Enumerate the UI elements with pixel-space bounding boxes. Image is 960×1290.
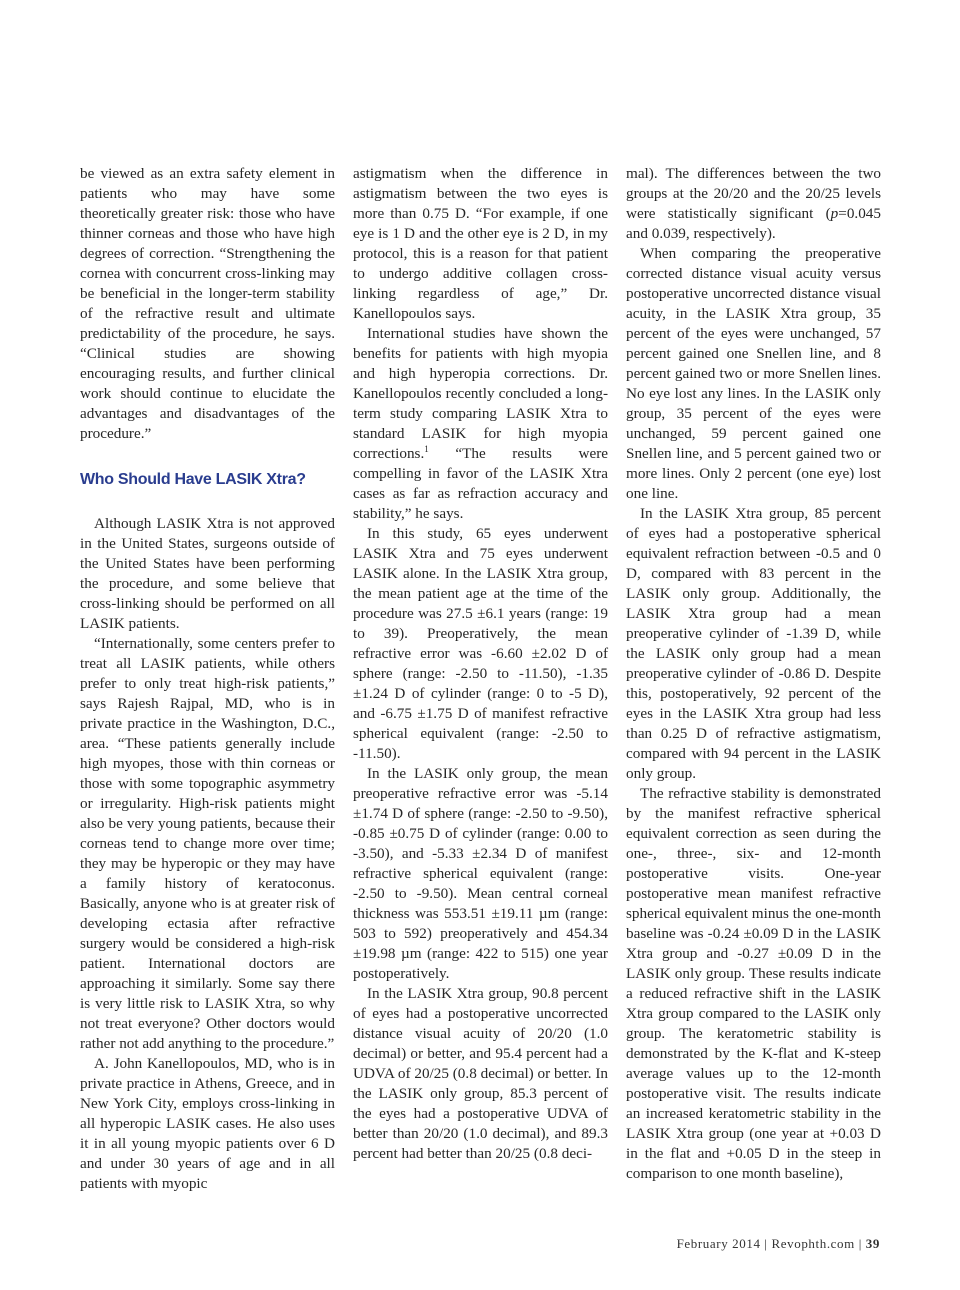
article-column-3 xyxy=(626,164,881,1184)
paragraph: Although LASIK Xtra is not approved in the United States, surgeons outside of the United States have been performing the procedure, and some believe that cross-linking should be performed on all LASIK patients. xyxy=(80,515,335,632)
paragraph: In the LASIK only group, the mean preoperative refractive error was -5.14 ±1.74 D of sphere (range: -2.50 to -9.50), -0.85 ±0.75 D of cylinder (range: 0.00 to -3.50), and -5.33 ±2.34 D of manifest refractive spherical equivalent (range: -2.50 to -9.50). Mean central corneal thickness was 553.51 ±19.11 µm (range: 503 to 592) preoperatively and 454.34 ±19.98 µm (range: 422 to 515) one year postoperatively. xyxy=(353,765,608,982)
paragraph: be viewed as an extra safety element in patients who may have some theoretically greater risk: those who have thinner corneas and those who have high degrees of correction. “Strengthening the cornea with concurrent cross-linking may be beneficial in the longer-term stability of the refractive result and ultimate predictability of the procedure, he says. “Clinical studies are showing encouraging results, and further clinical work should continue to elucidate the advantages and disadvantages of the procedure.” xyxy=(80,165,335,442)
reference-marker: 1 xyxy=(424,443,429,454)
paragraph: In this study, 65 eyes underwent LASIK Xtra and 75 eyes underwent LASIK alone. In the LASIK Xtra group, the mean patient age at the time of the procedure was 27.5 ±6.1 years (range: 19 to 39). Preoperatively, the mean refractive error was -6.60 ±2.02 D of sphere (range: -2.50 to -11.50), -1.35 ±1.24 D of cylinder (range: 0 to -5 D), and -6.75 ±1.75 D of manifest refractive spherical equivalent (range: -2.50 to -11.50). xyxy=(353,525,608,762)
footer-issue-date: February 2014 xyxy=(676,1236,761,1251)
paragraph-text: International studies have shown the benefits for patients with high myopia and high hyperopia corrections. Dr. Kanellopoulos recently concluded a long-term study comparing LASIK Xtra to standard LASIK for high myopia corrections. xyxy=(353,325,608,462)
paragraph: The refractive stability is demonstrated by the manifest refractive spherical equivalent correction as seen during the one-, three-, six- and 12-month postoperative visits. One-year postoperative mean manifest refractive spherical equivalent minus the one-month baseline was -0.24 ±0.09 D in the LASIK Xtra group and -0.27 ±0.09 D in the LASIK only group. These results indicate a reduced refractive shift in the LASIK Xtra group compared to the LASIK only group. The keratometric stability is demonstrated by the K-flat and K-steep average values up to the 12-month postoperative visit. The results indicate an increased keratometric stability in the LASIK Xtra group (one year at +0.03 D in the flat and +0.05 D in the steep in comparison to one month baseline), xyxy=(626,785,881,1182)
paragraph: astigmatism when the difference in astigmatism between the two eyes is more than 0.75 D. “For example, if one eye is 1 D and the other eye is 2 D, in my protocol, this is a reason for that patient to undergo additive collagen cross-linking regardless of age,” Dr. Kanellopoulos says. xyxy=(353,165,608,322)
section-heading: Who Should Have LASIK Xtra? xyxy=(80,471,306,488)
paragraph-text: mal). The differences between the two groups at the 20/20 and the 20/25 levels were statistically significant ( xyxy=(626,165,881,222)
footer-separator: | xyxy=(858,1236,862,1251)
paragraph xyxy=(626,164,881,244)
italic-p-value: p xyxy=(830,205,839,222)
paragraph: “Internationally, some centers prefer to treat all LASIK patients, while others prefer to only treat high-risk patients,” says Rajesh Rajpal, MD, who is in private practice in the Washington, D.C., area. “These patients generally include high myopes, those with thin corneas or those with some topographic asymmetry or irregularity. High-risk patients might also be very young patients, because their corneas tend to change more over time; they may be hyperopic or they may have a family history of keratoconus. Basically, anyone who is at greater risk of developing ectasia after refractive surgery would be considered a high-risk patient. International doctors are approaching it similarly. Some say there is very little risk to LASIK Xtra, so why not treat everyone? Other doctors would rather not add anything to the procedure.” xyxy=(80,635,335,1052)
article-column-1 xyxy=(80,164,335,1194)
paragraph: In the LASIK Xtra group, 85 percent of eyes had a postoperative spherical equivalent refraction between -0.5 and 0 D, compared with 83 percent in the LASIK only group. Additionally, the LASIK Xtra group had a mean preoperative cylinder of -1.39 D, while the LASIK only group had a mean preoperative cylinder of -0.86 D. Despite this, postoperatively, 92 percent of the eyes in the LASIK Xtra group had less than 0.25 D of refractive astigmatism, compared with 94 percent in the LASIK only group. xyxy=(626,505,881,782)
paragraph: In the LASIK Xtra group, 90.8 percent of eyes had a postoperative uncorrected distance visual acuity of 20/20 (1.0 decimal) or better, and 95.4 percent had a UDVA of 20/25 (0.8 decimal) or better. In the LASIK only group, 85.3 percent of the eyes had a postoperative UDVA of better than 20/20 (1.0 decimal), and 89.3 percent had better than 20/25 (0.8 deci- xyxy=(353,985,608,1162)
footer-website: Revophth.com xyxy=(771,1236,855,1251)
article-column-2 xyxy=(353,164,608,1164)
paragraph-text: “The results were compelling in favor of the LASIK Xtra cases as far as refraction accuracy and stability,” he says. xyxy=(353,445,608,522)
page-number: 39 xyxy=(865,1236,880,1251)
paragraph: When comparing the preoperative corrected distance visual acuity versus postoperative uncorrected distance visual acuity, in the LASIK Xtra group, 35 percent of the eyes were unchanged, 57 percent gained one Snellen line, and 8 percent gained two or more Snellen lines. No eye lost any lines. In the LASIK only group, 35 percent of the eyes were unchanged, 59 percent gained one Snellen line, and 5 percent gained two or more lines. Only 2 percent (one eye) lost one line. xyxy=(626,245,881,502)
paragraph: A. John Kanellopoulos, MD, who is in private practice in Athens, Greece, and in New York City, employs cross-linking in all hyperopic LASIK cases. He also uses it in all young myopic patients over 6 D and under 30 years of age and in all patients with myopic xyxy=(80,1055,335,1192)
page-footer xyxy=(677,1236,880,1252)
paragraph-text: =0.045 and 0.039, respectively). xyxy=(626,205,881,242)
footer-separator: | xyxy=(764,1236,768,1251)
paragraph xyxy=(353,324,608,524)
